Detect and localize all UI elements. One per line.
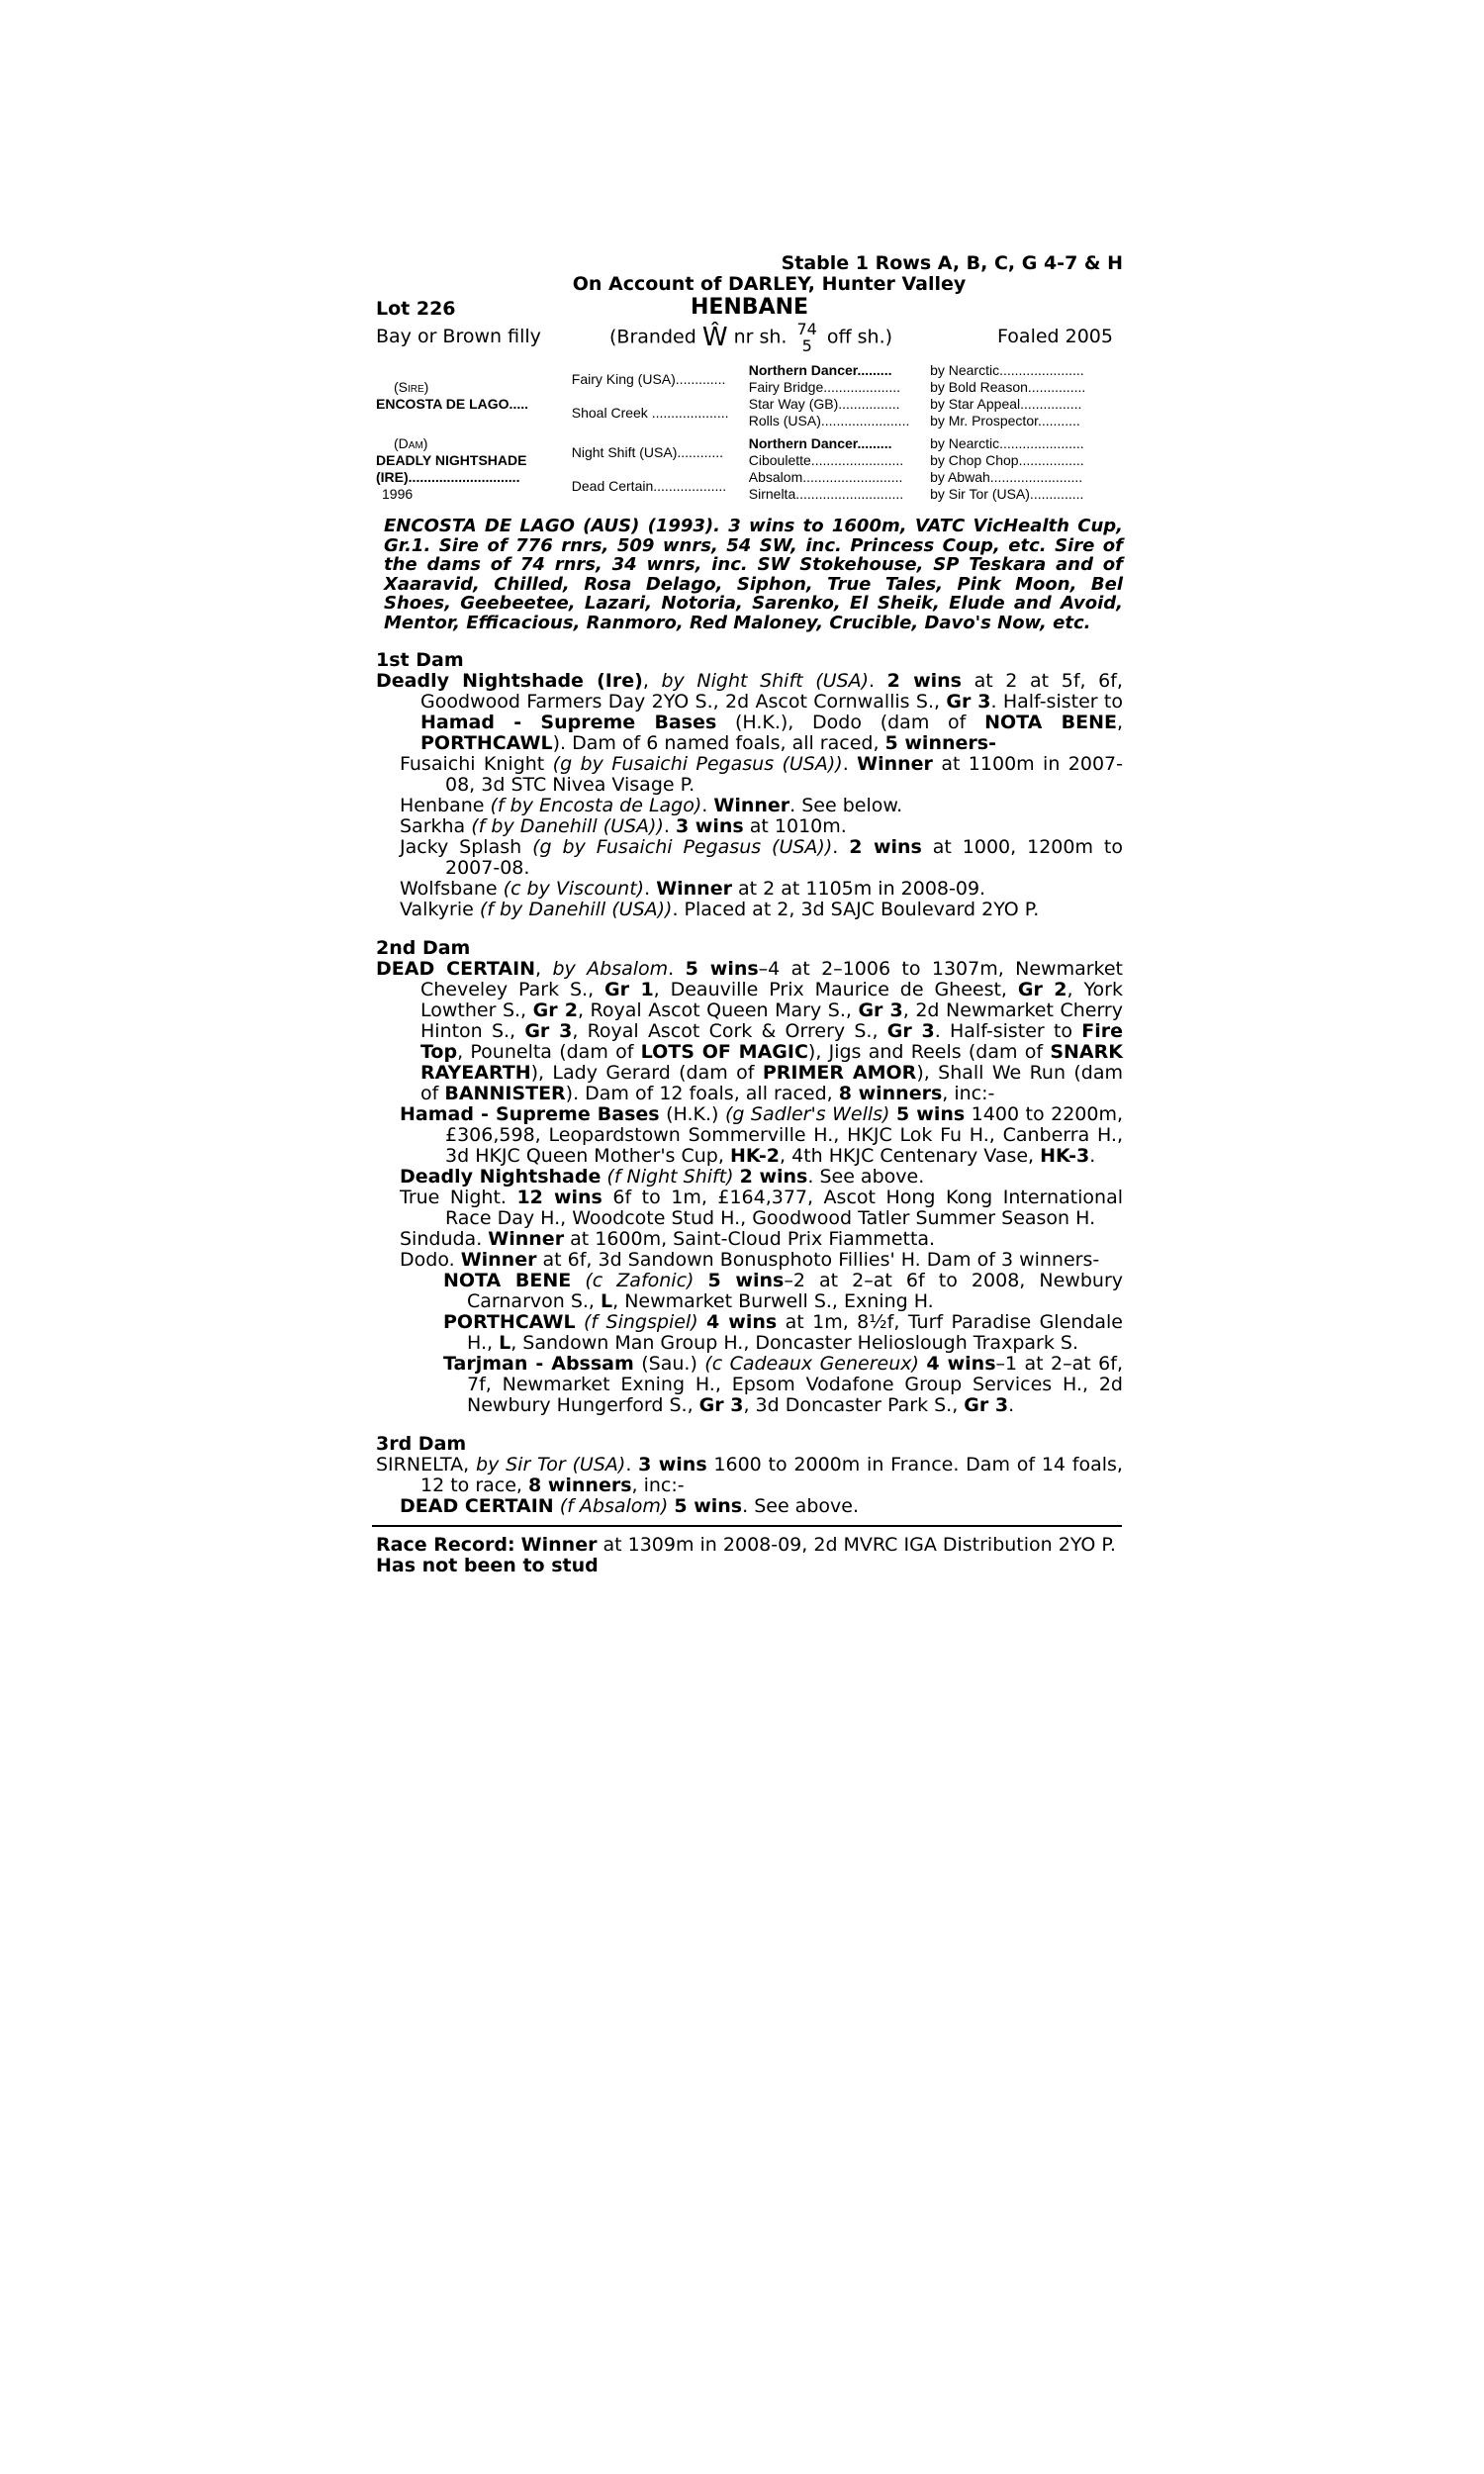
progeny-item xyxy=(376,1188,1123,1229)
progeny-by: (g Sadler's Wells) xyxy=(724,1103,890,1125)
dd-sire-by: by Abwah........................ xyxy=(930,469,1083,485)
dam-year: 1996 xyxy=(382,486,414,502)
first-dam-heading: 1st Dam xyxy=(376,649,464,671)
progeny-detail: –1 at 2–at 6f, 7f, Newmarket Exning H., Epsom Vodafone Group Services H., 2d Newbury Hungerford S., xyxy=(467,1353,1123,1416)
grade-label: L xyxy=(601,1290,613,1312)
sd-sire-by: by Star Appeal................ xyxy=(930,396,1082,412)
progeny-detail: . xyxy=(1089,1145,1096,1167)
progeny-item xyxy=(376,1229,1123,1250)
foal-by: (f by Encosta de Lago) xyxy=(490,795,702,816)
brand-description xyxy=(609,321,892,354)
grade-label: Gr 1 xyxy=(604,979,654,1000)
catalogue-page xyxy=(376,253,1123,1576)
progeny-item xyxy=(376,1167,1123,1188)
sibling-progeny-name: SNARK RAYEARTH xyxy=(420,1041,1123,1084)
sire-dam: Shoal Creek .................... xyxy=(571,404,729,421)
colour-sex: Bay or Brown filly xyxy=(376,326,541,347)
progeny-detail: at 1600m, Saint-Cloud Prix Fiammetta. xyxy=(564,1228,936,1250)
first-dam-text: . Half-sister to xyxy=(990,691,1123,713)
race-text: , York Lowther S., xyxy=(420,979,1123,1021)
foal-detail: at 1000, 1200m to 2007-08. xyxy=(445,836,1123,879)
ds-dam-by: by Chop Chop................. xyxy=(930,452,1084,468)
progeny-country: (H.K.) xyxy=(659,1103,725,1125)
progeny-by: (c Cadeaux Genereux) xyxy=(704,1353,919,1375)
brand-near-shoulder: nr sh. xyxy=(733,326,788,348)
grade-label: Gr 3 xyxy=(886,1020,935,1042)
grand-progeny-item xyxy=(376,1312,1123,1354)
dd-dam-by: by Sir Tor (USA).............. xyxy=(930,486,1084,502)
progeny-detail: at 6f, 3d Sandown Bonusphoto Fillies' H. Dam of 3 winners- xyxy=(536,1249,1100,1271)
foal-item: Jacky Splash (g by Fusaichi Pegasus (USA)). 2 wins at 1000, 1200m to 2007-08. xyxy=(400,836,1123,879)
race-text: ), Jigs and Reels (dam of xyxy=(807,1041,1051,1063)
race-record xyxy=(376,1535,1123,1556)
progeny-detail: . See above. xyxy=(807,1166,925,1188)
foal-by: (g by Fusaichi Pegasus (USA)) xyxy=(532,836,833,858)
progeny-name: Deadly Nightshade xyxy=(400,1166,602,1188)
second-dam-wins: 5 wins xyxy=(685,958,759,980)
list-dash: - xyxy=(988,732,996,754)
grade-label: Gr 3 xyxy=(946,691,991,713)
progeny-name: NOTA BENE xyxy=(443,1270,572,1291)
progeny-detail: 6f to 1m, £164,377, Ascot Hong Kong International Race Day H., Woodcote Stud H., Goodwood Tatler Summer Season H. xyxy=(445,1187,1123,1229)
progeny-wins: 5 wins xyxy=(707,1270,785,1291)
sibling-progeny-name: NOTA BENE xyxy=(984,712,1117,733)
sd-dam: Rolls (USA)....................... xyxy=(748,413,910,428)
race-text: . Half-sister to xyxy=(934,1020,1082,1042)
ds-dam: Ciboulette........................ xyxy=(748,452,904,468)
progeny-detail: , Newmarket Burwell S., Exning H. xyxy=(612,1290,934,1312)
sibling-progeny-name: PRIMER AMOR xyxy=(762,1062,917,1084)
third-dam-heading: 3rd Dam xyxy=(376,1433,467,1455)
ss-sire: Northern Dancer......... xyxy=(748,362,892,378)
vendor-account: On Account of DARLEY, Hunter Valley xyxy=(572,273,967,295)
horse-name: HENBANE xyxy=(690,295,809,320)
sire-label: (Sire) xyxy=(394,379,429,395)
dam-name-line2: (IRE)............................. xyxy=(376,469,520,485)
progeny-item xyxy=(376,1250,1123,1271)
progeny-country: (Sau.) xyxy=(633,1353,705,1375)
progeny-wins: Winner xyxy=(488,1228,565,1250)
second-dam-name: DEAD CERTAIN xyxy=(376,958,536,980)
foal-detail: Placed at 2, 3d SAJC Boulevard 2YO P. xyxy=(678,899,1040,920)
race-text: , inc:- xyxy=(942,1083,995,1104)
foal-item: Fusaichi Knight (g by Fusaichi Pegasus (USA)). Winner at 1100m in 2007-08, 3d STC Nivea Visage P. xyxy=(400,753,1123,796)
foal-by: (g by Fusaichi Pegasus (USA)) xyxy=(552,753,843,775)
race-record-label: Race Record: xyxy=(376,1534,515,1556)
progeny-item xyxy=(376,1104,1123,1167)
foal-item: Sarkha (f by Danehill (USA)). 3 wins at 1010m. xyxy=(400,815,847,837)
progeny-detail: , 3d Doncaster Park S., xyxy=(743,1394,965,1416)
first-dam-paragraph: Deadly Nightshade (Ire), by Night Shift (USA). 2 wins at 2 at 5f, 6f, Goodwood Farmers Day 2YO S., 2d Ascot Cornwallis S., Gr 3. Half-sister to Hamad - Supreme Bases (H.K.), Dodo (dam of NOTA BENE, PORTHCAWL). Dam of 6 named foals, all raced, 5 winners- xyxy=(376,670,1123,754)
dam-cell xyxy=(376,435,572,503)
brand-open: (Branded xyxy=(609,326,696,348)
progeny-detail: 1400 to 2200m, £306,598, Leopardstown Sommerville H., HKJC Lok Fu H., Canberra H., 3d HKJC Queen Mother's Cup, xyxy=(445,1103,1124,1167)
progeny-by: (f Absalom) xyxy=(559,1495,669,1517)
progeny-wins: Winner xyxy=(460,1249,537,1271)
foal-by: (f by Danehill (USA)) xyxy=(471,815,664,837)
foal-detail: at 2 at 1105m in 2008-09. xyxy=(731,878,986,900)
grade-label: HK-2 xyxy=(729,1145,781,1167)
progeny-detail: –2 at 2–at 6f to 2008, Newbury Carnarvon S., xyxy=(467,1270,1123,1312)
progeny-detail: , Sandown Man Group H., Doncaster Helioslough Traxpark S. xyxy=(510,1332,1078,1354)
first-dam-text: ). Dam of 6 named foals, all raced, xyxy=(552,732,885,754)
progeny-name: Hamad - Supreme Bases xyxy=(400,1103,660,1125)
progeny-detail: . xyxy=(1008,1394,1015,1416)
foal-name: Sarkha xyxy=(400,815,466,837)
foal-name: Henbane xyxy=(400,795,485,816)
third-dam-wins: 3 wins xyxy=(638,1454,707,1475)
grand-progeny-item xyxy=(376,1271,1123,1312)
grade-label: Gr 3 xyxy=(698,1394,744,1416)
progeny-name: Sinduda. xyxy=(400,1228,489,1250)
foal-result: 2 wins xyxy=(849,836,922,858)
progeny-wins: 4 wins xyxy=(706,1311,778,1333)
third-dam-by: by Sir Tor (USA) xyxy=(476,1454,626,1475)
first-dam-text: (H.K.), Dodo (dam of xyxy=(716,712,985,733)
second-dam-by: by Absalom xyxy=(552,958,669,980)
third-dam-name: SIRNELTA, xyxy=(376,1454,477,1475)
progeny-name: DEAD CERTAIN xyxy=(400,1495,554,1517)
foal-result: Winner xyxy=(656,878,732,900)
sibling-progeny-name: PORTHCAWL xyxy=(420,732,553,754)
foal-name: Jacky Splash xyxy=(400,836,522,858)
progeny-by: (c Zafonic) xyxy=(585,1270,695,1291)
progeny-by: (f Singspiel) xyxy=(584,1311,698,1333)
grade-label: Gr 2 xyxy=(532,999,578,1021)
sibling-name: Hamad - Supreme Bases xyxy=(420,712,717,733)
progeny-name: True Night. xyxy=(400,1187,517,1208)
sibling-progeny-name: BANNISTER xyxy=(444,1083,566,1104)
dam-dam: Dead Certain................... xyxy=(571,477,727,494)
foaled-year: Foaled 2005 xyxy=(997,326,1113,347)
sire-summary: ENCOSTA DE LAGO (AUS) (1993). 3 wins to 1600m, VATC VicHealth Cup, Gr.1. Sire of 776 rnrs, 509 wnrs, 54 SW, inc. Princess Coup, etc. Sire of the dams of 74 rnrs, 34 wnrs, inc. SW Stokehouse, SP Teskara and of Xaaravid, Chilled, Rosa Delago, Siphon, True Tales, Pink Moon, Bel Shoes, Geebeetee, Lazari, Notoria, Sarenko, El Sheik, Elude and Avoid, Mentor, Efficacious, Ranmoro, Red Maloney, Crucible, Davo's Now, etc. xyxy=(384,516,1123,633)
sire-cell xyxy=(376,362,572,429)
foal-name: Wolfsbane xyxy=(400,878,498,900)
sire-name: ENCOSTA DE LAGO..... xyxy=(376,396,529,412)
brand-number xyxy=(797,321,817,354)
progeny-name: Dodo. xyxy=(400,1249,461,1271)
foal-by: (c by Viscount) xyxy=(503,878,645,900)
race-text: –4 at 2–1006 to 1307m, Newmarket Cheveley Park S., xyxy=(420,958,1124,1000)
sd-dam-by: by Mr. Prospector........... xyxy=(930,413,1080,428)
brand-number-bottom: 5 xyxy=(801,336,812,355)
winners-count: 8 winners xyxy=(838,1083,943,1104)
progeny-detail: . See above. xyxy=(742,1495,859,1517)
progeny-detail: at 1m, 8½f, Turf Paradise Glendale H., xyxy=(467,1311,1123,1354)
stable-location: Stable 1 Rows A, B, C, G 4-7 & H xyxy=(781,252,1123,274)
progeny-name: PORTHCAWL xyxy=(443,1311,576,1333)
dd-sire: Absalom.......................... xyxy=(748,469,903,485)
race-record-result: Winner xyxy=(520,1534,598,1556)
progeny-by: (f Night Shift) xyxy=(606,1166,734,1188)
dam-label: (Dam) xyxy=(394,435,428,451)
brand-number-top: 74 xyxy=(796,320,817,338)
foal-item: Valkyrie (f by Danehill (USA)). Placed at 2, 3d SAJC Boulevard 2YO P. xyxy=(400,899,1040,920)
foal-detail: . See below. xyxy=(789,795,903,816)
race-text: , Pounelta (dam of xyxy=(457,1041,641,1063)
lot-number: Lot 226 xyxy=(376,298,456,320)
progeny-wins: 12 wins xyxy=(516,1187,603,1208)
first-dam-text: at 2 at 5f, 6f, Goodwood Farmers Day 2YO S., 2d Ascot Cornwallis S., xyxy=(420,670,1123,713)
second-dam-paragraph: DEAD CERTAIN, by Absalom. 5 wins–4 at 2–1006 to 1307m, Newmarket Cheveley Park S., Gr 1, Deauville Prix Maurice de Gheest, Gr 2, York Lowther S., Gr 2, Royal Ascot Queen Mary S., Gr 3, 2d Newmarket Cherry Hinton S., Gr 3, Royal Ascot Cork & Orrery S., Gr 3. Half-sister to Fire Top, Pounelta (dam of LOTS OF MAGIC), Jigs and Reels (dam of SNARK RAYEARTH), Lady Gerard (dam of PRIMER AMOR), Shall We Run (dam of BANNISTER). Dam of 12 foals, all raced, 8 winners, inc:- xyxy=(376,958,1124,1104)
foal-item: Wolfsbane (c by Viscount). Winner at 2 at 1105m in 2008-09. xyxy=(400,878,986,900)
brand-mark-icon: Ŵ xyxy=(701,322,728,352)
race-text: ), Shall We Run (dam of xyxy=(420,1062,1124,1104)
grade-label: HK-3 xyxy=(1040,1145,1090,1167)
sire-sire: Fairy King (USA)............. xyxy=(571,370,726,387)
stud-status: Has not been to stud xyxy=(376,1555,599,1576)
sibling-progeny-name: LOTS OF MAGIC xyxy=(640,1041,808,1063)
grade-label: Gr 3 xyxy=(858,999,903,1021)
foal-result: Winner xyxy=(857,753,933,775)
foal-item: Henbane (f by Encosta de Lago). Winner. See below. xyxy=(400,795,903,816)
race-text: ). Dam of 12 foals, all raced, xyxy=(565,1083,839,1104)
progeny-item xyxy=(376,1496,1123,1517)
first-dam-by: by Night Shift (USA) xyxy=(661,670,869,692)
dam-sire: Night Shift (USA)............ xyxy=(571,443,724,460)
race-record-detail: at 1309m in 2008-09, 2d MVRC IGA Distribution 2YO P. xyxy=(597,1534,1116,1556)
grand-progeny-item xyxy=(376,1354,1123,1416)
grade-label: L xyxy=(499,1332,511,1354)
winners-count: 8 winners xyxy=(528,1475,632,1496)
dam-name-line1: DEADLY NIGHTSHADE xyxy=(376,452,527,468)
sd-sire: Star Way (GB)................ xyxy=(748,396,900,412)
race-text: , Royal Ascot Queen Mary S., xyxy=(577,999,859,1021)
first-dam-name: Deadly Nightshade (Ire) xyxy=(376,670,643,692)
progeny-wins: 5 wins xyxy=(674,1495,743,1517)
progeny-name: Tarjman - Abssam xyxy=(443,1353,634,1375)
sibling-name: Fire Top xyxy=(420,1020,1123,1063)
progeny-wins: 5 wins xyxy=(895,1103,966,1125)
foal-result: 3 wins xyxy=(675,815,744,837)
foal-detail: at 1100m in 2007-08, 3d STC Nivea Visage P. xyxy=(445,753,1123,796)
progeny-wins: 4 wins xyxy=(926,1353,996,1375)
grade-label: Gr 3 xyxy=(964,1394,1009,1416)
description-row xyxy=(376,321,1123,360)
second-dam-heading: 2nd Dam xyxy=(376,937,471,959)
pedigree-table xyxy=(376,362,1106,503)
race-text: , Deauville Prix Maurice de Gheest, xyxy=(653,979,1018,1000)
foal-name: Fusaichi Knight xyxy=(400,753,545,775)
ds-sire-by: by Nearctic...................... xyxy=(930,435,1084,451)
race-text: , 2d Newmarket Cherry Hinton S., xyxy=(420,999,1123,1042)
race-text: ), Lady Gerard (dam of xyxy=(530,1062,763,1084)
brand-off-shoulder: off sh.) xyxy=(826,326,893,348)
third-dam-detail: , inc:- xyxy=(631,1475,685,1496)
lot-row xyxy=(376,297,1123,321)
winners-count: 5 winners xyxy=(884,732,989,754)
ss-sire-by: by Nearctic...................... xyxy=(930,362,1084,378)
grade-label: Gr 3 xyxy=(524,1020,573,1042)
foal-by: (f by Danehill (USA)) xyxy=(479,899,673,920)
foal-result: Winner xyxy=(713,795,790,816)
third-dam-detail: 1600 to 2000m in France. Dam of 14 foals, 12 to race, xyxy=(420,1454,1123,1496)
grade-label: Gr 2 xyxy=(1017,979,1067,1000)
third-dam-paragraph: SIRNELTA, by Sir Tor (USA). 3 wins 1600 to 2000m in France. Dam of 14 foals, 12 to race, 8 winners, inc:- xyxy=(376,1454,1123,1496)
race-text: , Royal Ascot Cork & Orrery S., xyxy=(572,1020,887,1042)
ss-dam: Fairy Bridge.................... xyxy=(748,379,901,395)
first-dam-wins: 2 wins xyxy=(886,670,962,692)
foal-name: Valkyrie xyxy=(400,899,474,920)
progeny-wins: 2 wins xyxy=(739,1166,808,1188)
ss-dam-by: by Bold Reason............... xyxy=(930,379,1086,395)
dd-dam: Sirnelta............................ xyxy=(748,486,904,502)
foal-detail: at 1010m. xyxy=(743,815,847,837)
section-divider xyxy=(372,1525,1122,1527)
progeny-detail: , 4th HKJC Centenary Vase, xyxy=(780,1145,1041,1167)
ds-sire: Northern Dancer......... xyxy=(748,435,892,451)
